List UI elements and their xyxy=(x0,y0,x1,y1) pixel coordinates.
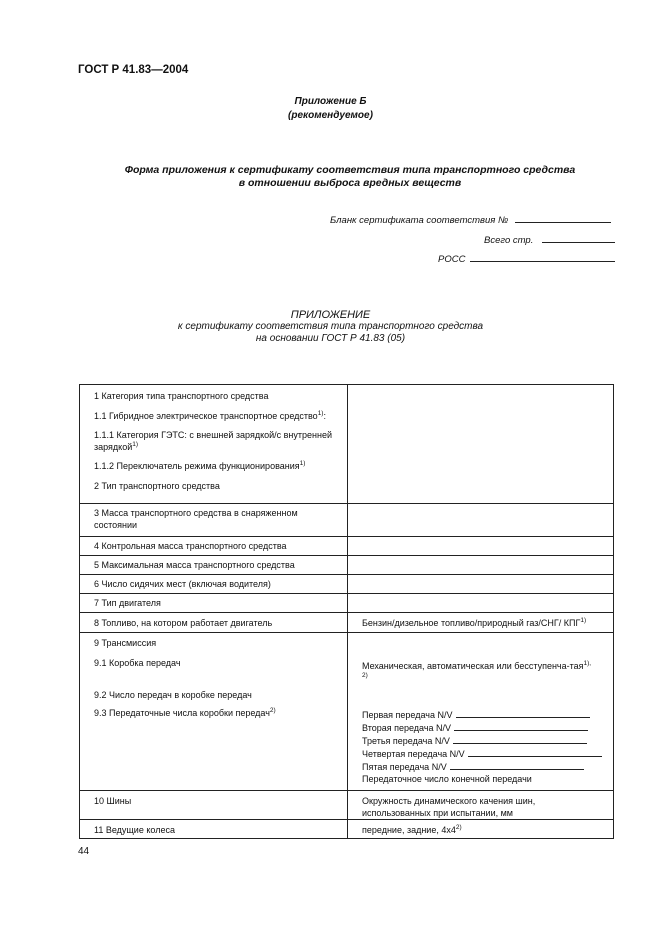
table-row xyxy=(80,556,614,575)
annex-title: ПРИЛОЖЕНИЕ xyxy=(290,309,371,321)
cell-drive-wheels-value: передние, задние, 4x4$^{2)}$ xyxy=(362,824,462,835)
gear-ratio-row: Четвертая передача N/V xyxy=(362,747,597,760)
gear-ratio-row: Вторая передача N/V xyxy=(362,721,597,734)
doc-code: ГОСТ Р 41.83—2004 xyxy=(78,64,189,76)
cell-max-mass: 5 Максимальная масса транспортного средства xyxy=(94,560,295,570)
table-row xyxy=(80,537,614,556)
table-row xyxy=(80,385,614,504)
table-row xyxy=(80,504,614,537)
form-title-line2: в отношении выброса вредных веществ xyxy=(238,177,462,189)
certificate-form-line xyxy=(515,213,611,223)
cell-engine-type: 7 Тип двигателя xyxy=(94,598,161,608)
annex-line2: на основании ГОСТ Р 41.83 (05) xyxy=(255,333,406,344)
ross-label: РОСС xyxy=(438,254,466,265)
page-number: 44 xyxy=(78,846,90,857)
certificate-form-field xyxy=(330,213,611,226)
cell-tires: 10 Шины xyxy=(94,796,132,806)
table-row xyxy=(80,633,614,791)
table-row xyxy=(80,820,614,839)
table-row xyxy=(80,613,614,633)
cell-vehicle-category: 1 Категория типа транспортного средства xyxy=(94,391,269,401)
form-title-line1: Форма приложения к сертификату соответствия типа транспортного средства xyxy=(124,164,576,176)
final-drive-ratio: Передаточное число конечной передачи xyxy=(362,774,532,784)
ross-field xyxy=(438,252,615,265)
certificate-annex-table xyxy=(79,384,614,839)
annex-heading xyxy=(0,309,661,345)
total-pages-label: Всего стр. xyxy=(484,235,534,246)
cell-curb-mass: 3 Масса транспортного средства в снаряженном состоянии xyxy=(94,508,298,530)
annex-line1: к сертификату соответствия типа транспортного средства xyxy=(177,321,484,332)
cell-drive-wheels: 11 Ведущие колеса xyxy=(94,825,175,835)
table-row xyxy=(80,791,614,820)
table-row xyxy=(80,594,614,613)
appendix-subtitle: (рекомендуемое) xyxy=(288,110,373,121)
table-row xyxy=(80,575,614,594)
cell-gear-count: 9.2 Число передач в коробке передач xyxy=(94,690,252,700)
cell-reference-mass: 4 Контрольная масса транспортного средства xyxy=(94,541,287,551)
cell-fuel-value: Бензин/дизельное топливо/природный газ/СНГ/ КПГ$^{1)}$ xyxy=(362,617,587,628)
cell-vehicle-type: 2 Тип транспортного средства xyxy=(94,480,220,491)
gear-ratio-row: Первая передача N/V xyxy=(362,708,597,721)
gear-ratios-list xyxy=(348,684,613,785)
cell-tires-value: Окружность динамического качения шин, использованных при испытании, мм xyxy=(362,796,536,818)
cell-fuel: 8 Топливо, на котором работает двигатель xyxy=(94,618,273,628)
cell-gearbox-value: Механическая, автоматическая или бесступенча-тая$^{1), 2)}$ xyxy=(362,660,592,679)
gear-ratio-row: Пятая передача N/V xyxy=(362,760,597,773)
total-pages-line xyxy=(542,233,615,243)
cell-transmission: 9 Трансмиссия xyxy=(94,638,157,648)
cell-gear-ratios: 9.3 Передаточные числа коробки передач$^{2)}$ xyxy=(94,706,276,718)
cell-hybrid-category: 1.1.1 Категория ГЭТС: с внешней зарядкой/с внутренней зарядкой$^{1)}$ xyxy=(94,430,333,452)
certificate-form-label: Бланк сертификата соответствия № xyxy=(330,215,509,226)
ross-line xyxy=(470,252,615,262)
form-title xyxy=(60,164,640,190)
gear-ratio-row: Третья передача N/V xyxy=(362,734,597,747)
appendix-title: Приложение Б xyxy=(294,96,367,107)
cell-gearbox: 9.1 Коробка передач xyxy=(94,657,181,668)
cell-seats: 6 Число сидячих мест (включая водителя) xyxy=(94,579,271,589)
cell-mode-switch: 1.1.2 Переключатель режима функционирования$^{1)}$ xyxy=(94,460,306,471)
total-pages-field xyxy=(484,233,615,246)
cell-hybrid-vehicle: 1.1 Гибридное электрическое транспортное средство$^{1)}$: xyxy=(94,409,326,421)
